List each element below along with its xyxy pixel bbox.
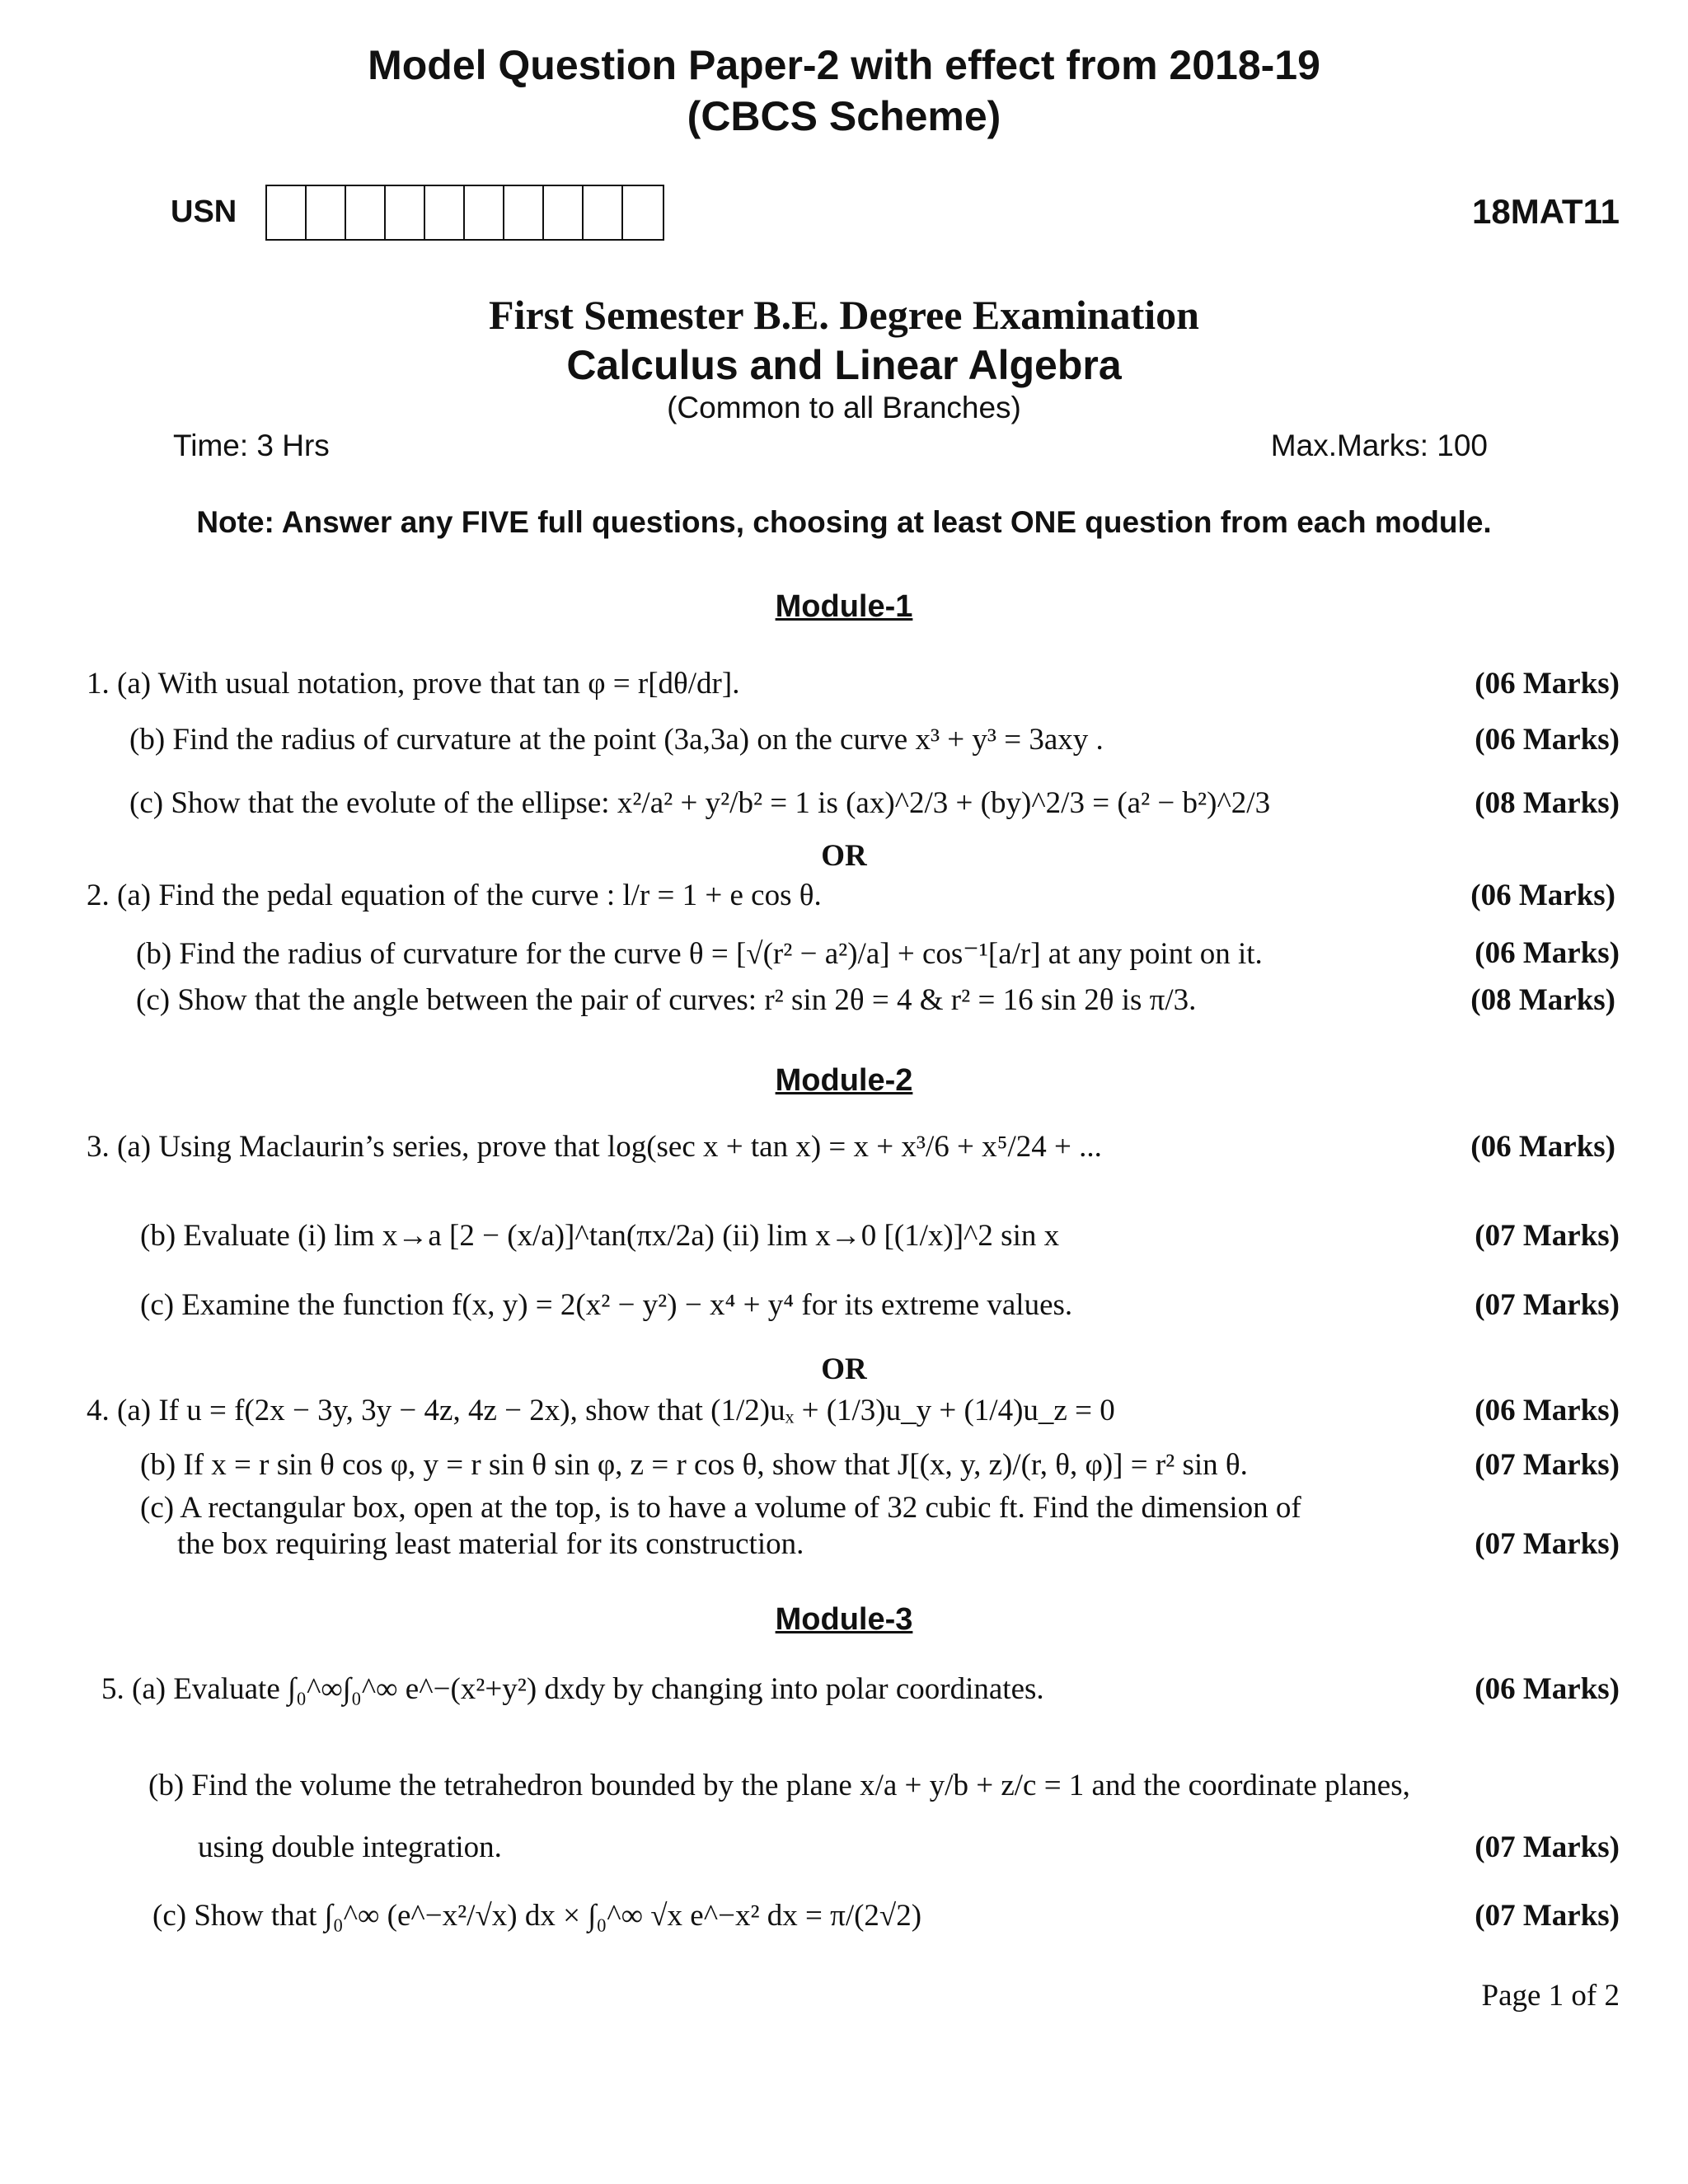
usn-cell — [425, 186, 465, 239]
module-1-heading: Module-1 — [775, 589, 913, 624]
usn-cell — [267, 186, 307, 239]
question-5c: (c) Show that ∫₀^∞ (e^−x²/√x) dx × ∫₀^∞ √x e^−x² dx = π/(2√2) — [152, 1899, 922, 1933]
usn-cell — [584, 186, 623, 239]
marks-5b: (07 Marks) — [1475, 1830, 1620, 1864]
exam-name: First Semester B.E. Degree Examination — [489, 292, 1199, 338]
marks-5c: (07 Marks) — [1475, 1899, 1620, 1933]
exam-time: Time: 3 Hrs — [173, 429, 330, 462]
marks-1b: (06 Marks) — [1475, 723, 1620, 757]
question-2c: (c) Show that the angle between the pair of curves: r² sin 2θ = 4 & r² = 16 sin 2θ is π/3. — [136, 983, 1197, 1017]
question-4c-line1: (c) A rectangular box, open at the top, is to have a volume of 32 cubic ft. Find the dimension of — [140, 1491, 1301, 1525]
marks-3c: (07 Marks) — [1475, 1288, 1620, 1322]
instructions-note: Note: Answer any FIVE full questions, choosing at least ONE question from each module. — [196, 505, 1492, 539]
course-code: 18MAT11 — [1472, 192, 1620, 231]
question-4a: 4. (a) If u = f(2x − 3y, 3y − 4z, 4z − 2x), show that (1/2)uₓ + (1/3)u_y + (1/4)u_z = 0 — [87, 1394, 1115, 1427]
question-4b: (b) If x = r sin θ cos φ, y = r sin θ sin φ, z = r cos θ, show that J[(x, y, z)/(r, θ, φ)] = r² sin θ. — [140, 1448, 1248, 1482]
marks-4a: (06 Marks) — [1475, 1394, 1620, 1427]
question-3b: (b) Evaluate (i) lim x→a [2 − (x/a)]^tan(πx/2a) (ii) lim x→0 [(1/x)]^2 sin x — [140, 1219, 1060, 1253]
question-1c: (c) Show that the evolute of the ellipse: x²/a² + y²/b² = 1 is (ax)^2/3 + (by)^2/3 = (a² − b²)^2/3 — [129, 786, 1271, 820]
question-1a: 1. (a) With usual notation, prove that tan φ = r[dθ/dr]. — [87, 667, 740, 701]
marks-1c: (08 Marks) — [1475, 786, 1620, 820]
question-5b-line2: using double integration. — [198, 1830, 502, 1864]
usn-cell — [465, 186, 504, 239]
marks-3a: (06 Marks) — [1470, 1130, 1615, 1164]
question-5b-line1: (b) Find the volume the tetrahedron bounded by the plane x/a + y/b + z/c = 1 and the coordinate planes, — [148, 1769, 1410, 1802]
question-2b: (b) Find the radius of curvature for the curve θ = [√(r² − a²)/a] + cos⁻¹[a/r] at any point on it. — [136, 937, 1263, 971]
marks-4b: (07 Marks) — [1475, 1448, 1620, 1482]
usn-input-boxes — [265, 185, 664, 241]
question-3a: 3. (a) Using Maclaurin’s series, prove that log(sec x + tan x) = x + x³/6 + x⁵/24 + ... — [87, 1130, 1102, 1164]
marks-1a: (06 Marks) — [1475, 667, 1620, 701]
marks-4c: (07 Marks) — [1475, 1527, 1620, 1561]
usn-cell — [346, 186, 386, 239]
page-number: Page 1 of 2 — [1481, 1979, 1620, 2013]
or-separator: OR — [821, 1352, 867, 1386]
subject-name: Calculus and Linear Algebra — [566, 342, 1122, 388]
usn-cell — [504, 186, 544, 239]
module-3-heading: Module-3 — [775, 1602, 913, 1637]
question-5a: 5. (a) Evaluate ∫₀^∞∫₀^∞ e^−(x²+y²) dxdy by changing into polar coordinates. — [101, 1672, 1044, 1706]
usn-cell — [623, 186, 663, 239]
marks-2b: (06 Marks) — [1475, 936, 1620, 970]
or-separator: OR — [821, 839, 867, 873]
marks-3b: (07 Marks) — [1475, 1219, 1620, 1253]
question-2a: 2. (a) Find the pedal equation of the curve : l/r = 1 + e cos θ. — [87, 879, 822, 912]
module-2-heading: Module-2 — [775, 1063, 913, 1098]
marks-2a: (06 Marks) — [1470, 879, 1615, 912]
paper-title-line2: (CBCS Scheme) — [687, 93, 1001, 139]
usn-cell — [386, 186, 425, 239]
usn-label: USN — [171, 194, 237, 229]
common-branches: (Common to all Branches) — [667, 391, 1021, 424]
question-1b: (b) Find the radius of curvature at the point (3a,3a) on the curve x³ + y³ = 3axy . — [129, 723, 1104, 757]
marks-5a: (06 Marks) — [1475, 1672, 1620, 1706]
question-3c: (c) Examine the function f(x, y) = 2(x² − y²) − x⁴ + y⁴ for its extreme values. — [140, 1288, 1073, 1322]
question-4c-line2: the box requiring least material for its construction. — [177, 1527, 804, 1561]
max-marks: Max.Marks: 100 — [1270, 429, 1488, 462]
marks-2c: (08 Marks) — [1470, 983, 1615, 1017]
paper-title-line1: Model Question Paper-2 with effect from 2018-19 — [368, 42, 1320, 88]
usn-cell — [544, 186, 584, 239]
usn-cell — [307, 186, 346, 239]
